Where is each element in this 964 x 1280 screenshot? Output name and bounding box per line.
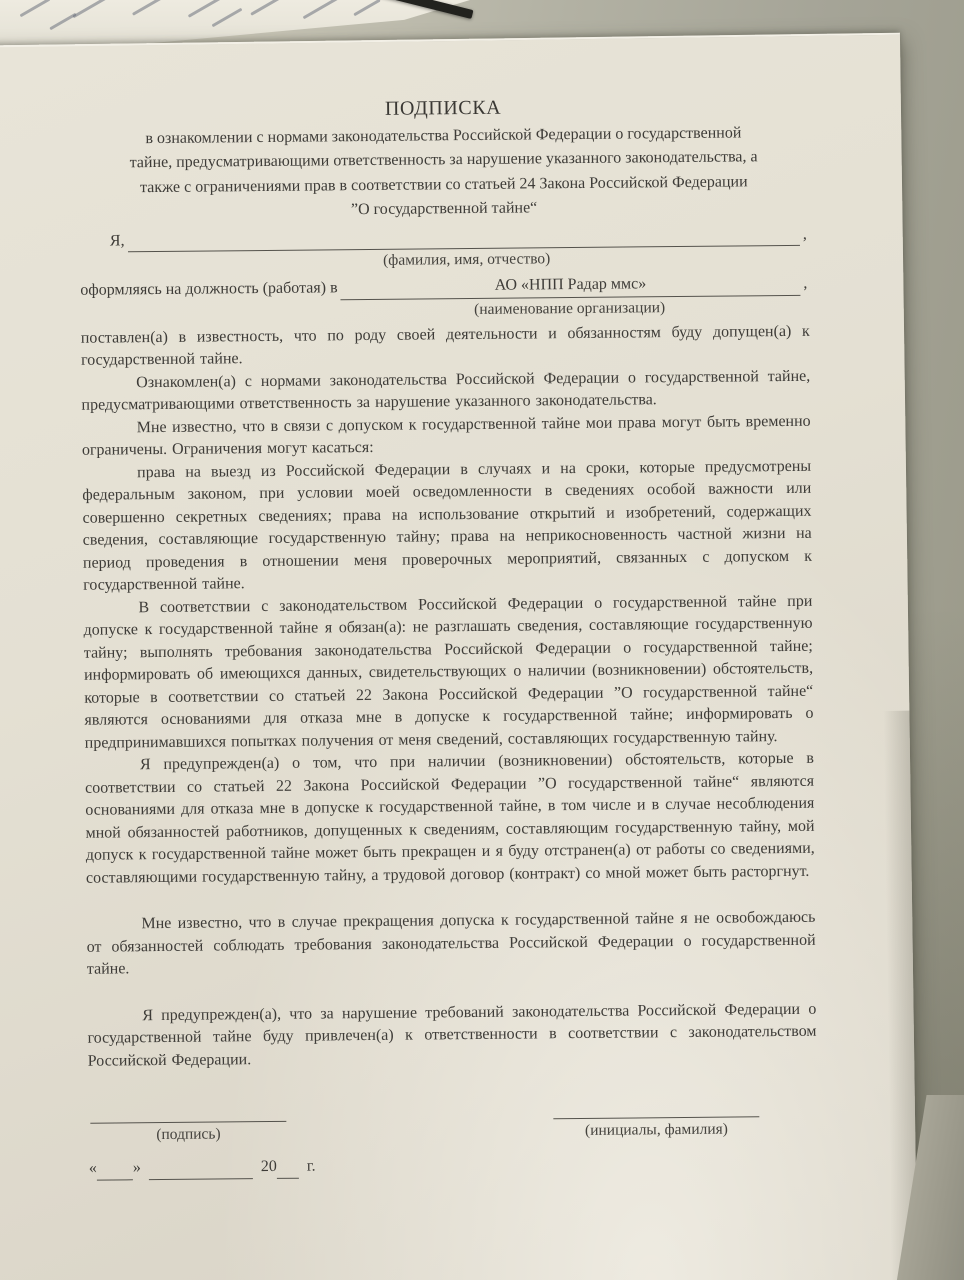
fio-trailing-comma: , <box>802 225 807 243</box>
org-trailing-comma: , <box>803 274 808 292</box>
document-title: ПОДПИСКА <box>384 96 502 120</box>
initials-column <box>553 1100 759 1141</box>
signature-row <box>88 1100 817 1146</box>
date-month-blank <box>149 1163 253 1180</box>
date-day-blank <box>97 1164 133 1180</box>
faint-text-mark <box>250 0 290 16</box>
subtitle-line: тайне, предусматривающими ответственность за нарушение указанного законодательства, а <box>129 148 758 172</box>
faint-text-mark <box>49 13 76 31</box>
org-caption: (наименование организации) <box>474 298 666 318</box>
org-name-value: АО «НПП Радар ммс» <box>494 275 647 294</box>
date-year-prefix: 20 <box>260 1157 277 1176</box>
signature-spacer <box>286 1102 553 1105</box>
date-year-suffix: г. <box>306 1157 316 1175</box>
paragraph: Мне известно, что в случае прекращения допуска к государственной тайне я не освобождаюсь от обязанностей соблюдать требования законодательства Российской Федерации о государственной тайне. <box>86 908 816 978</box>
document-subtitle <box>79 120 809 225</box>
paragraph: В соответствии с законодательством Российской Федерации о государственной тайне при допуске к государственной тайне я обязан(а): не разглашать сведения, составляющие государственную тайну; выполнять требования законодательства Российской Федерации о государственной тайне; информировать об имеющихся данных, свидетельствующих о наличии (возникновении) обстоятельств, которые в соответствии со статьей 22 Закона Российской Федерации ”О государственной тайне“ являются основаниями для отказа мне в допуске к государственной тайне; информировать о предпринимавшихся попытках получения от меня сведений, составляющих государственную тайну. <box>83 592 814 752</box>
faint-text-mark <box>20 0 51 17</box>
document-content <box>0 39 911 1182</box>
paragraph: поставлен(а) в известность, что по роду своей деятельности и обязанностям буду допущен(а) к государственной тайне. <box>80 322 810 369</box>
subtitle-line: также с ограничениями прав в соответствии со статьей 24 Закона Российской Федерации <box>139 172 748 196</box>
faint-text-mark <box>132 0 168 16</box>
signature-column <box>90 1105 286 1146</box>
faint-text-mark <box>212 8 243 28</box>
date-year-blank <box>277 1162 299 1178</box>
date-close-quote: » <box>132 1159 141 1177</box>
faint-text-mark <box>303 0 348 19</box>
paragraph: Мне известно, что в связи с допуском к государственной тайне мои права могут быть временно ограничены. Ограничения могут касаться: <box>81 412 811 459</box>
paragraph: Я предупрежден(а), что за нарушение требований законодательства Российской Федерации о государственной тайне буду привлечен(а) к ответственности в соответствии с законодательством Российской Федерации. <box>87 1000 817 1070</box>
paragraph: права на выезд из Российской Федерации в случаях и на сроки, которые предусмотрены федеральным законом, при условии моей осведомленности в сведениях особой важности или совершенно секретных сведениях; права на использование открытий и изобретений, содержащих сведения, составляющие государственную тайну; права на неприкосновенность частной жизни на период проведения в отношении меня проверочных мероприятий, связанных с допуском к государственной тайне. <box>82 457 813 594</box>
signature-caption: (подпись) <box>156 1125 221 1144</box>
paragraphs <box>81 320 817 1072</box>
paragraph: Я предупрежден(а) о том, что при наличии (возникновении) обстоятельств, которые в соответствии со статьей 22 Закона Российской Федерации ”О государственной тайне“ являются основаниями для отказа мне в допуске к государственной тайне, в том числе и в случае несоблюдения мной обязанностей работников, допущенных к сведениям, составляющим государственную тайну, мой допуск к государственной тайне может быть прекращен и я буду отстранен(а) от работы со сведениями, составляющими государственную тайну, а трудовой договор (контракт) со мной может быть расторгнут. <box>85 749 815 887</box>
subtitle-line: в ознакомлении с нормами законодательства Российской Федерации о государственной <box>145 123 742 147</box>
date-open-quote: « <box>88 1159 97 1177</box>
fio-caption: (фамилия, имя, отчество) <box>382 250 551 269</box>
date-row <box>89 1151 818 1180</box>
signature-line <box>90 1105 286 1124</box>
faint-text-mark <box>353 0 380 16</box>
org-prefix: оформляясь на должность (работая) в <box>80 279 338 299</box>
subtitle-line: ”О государственной тайне“ <box>350 199 538 219</box>
initials-caption: (инициалы, фамилия) <box>584 1120 728 1139</box>
document-sheet <box>0 33 918 1280</box>
initials-line <box>553 1100 759 1119</box>
paragraph: Ознакомлен(а) с нормами законодательства Российской Федерации о государственной тайне, предусматривающими ответственность за нарушение указанного законодательства. <box>81 367 811 414</box>
fio-prefix: Я, <box>109 231 125 249</box>
faint-text-mark <box>72 0 113 18</box>
